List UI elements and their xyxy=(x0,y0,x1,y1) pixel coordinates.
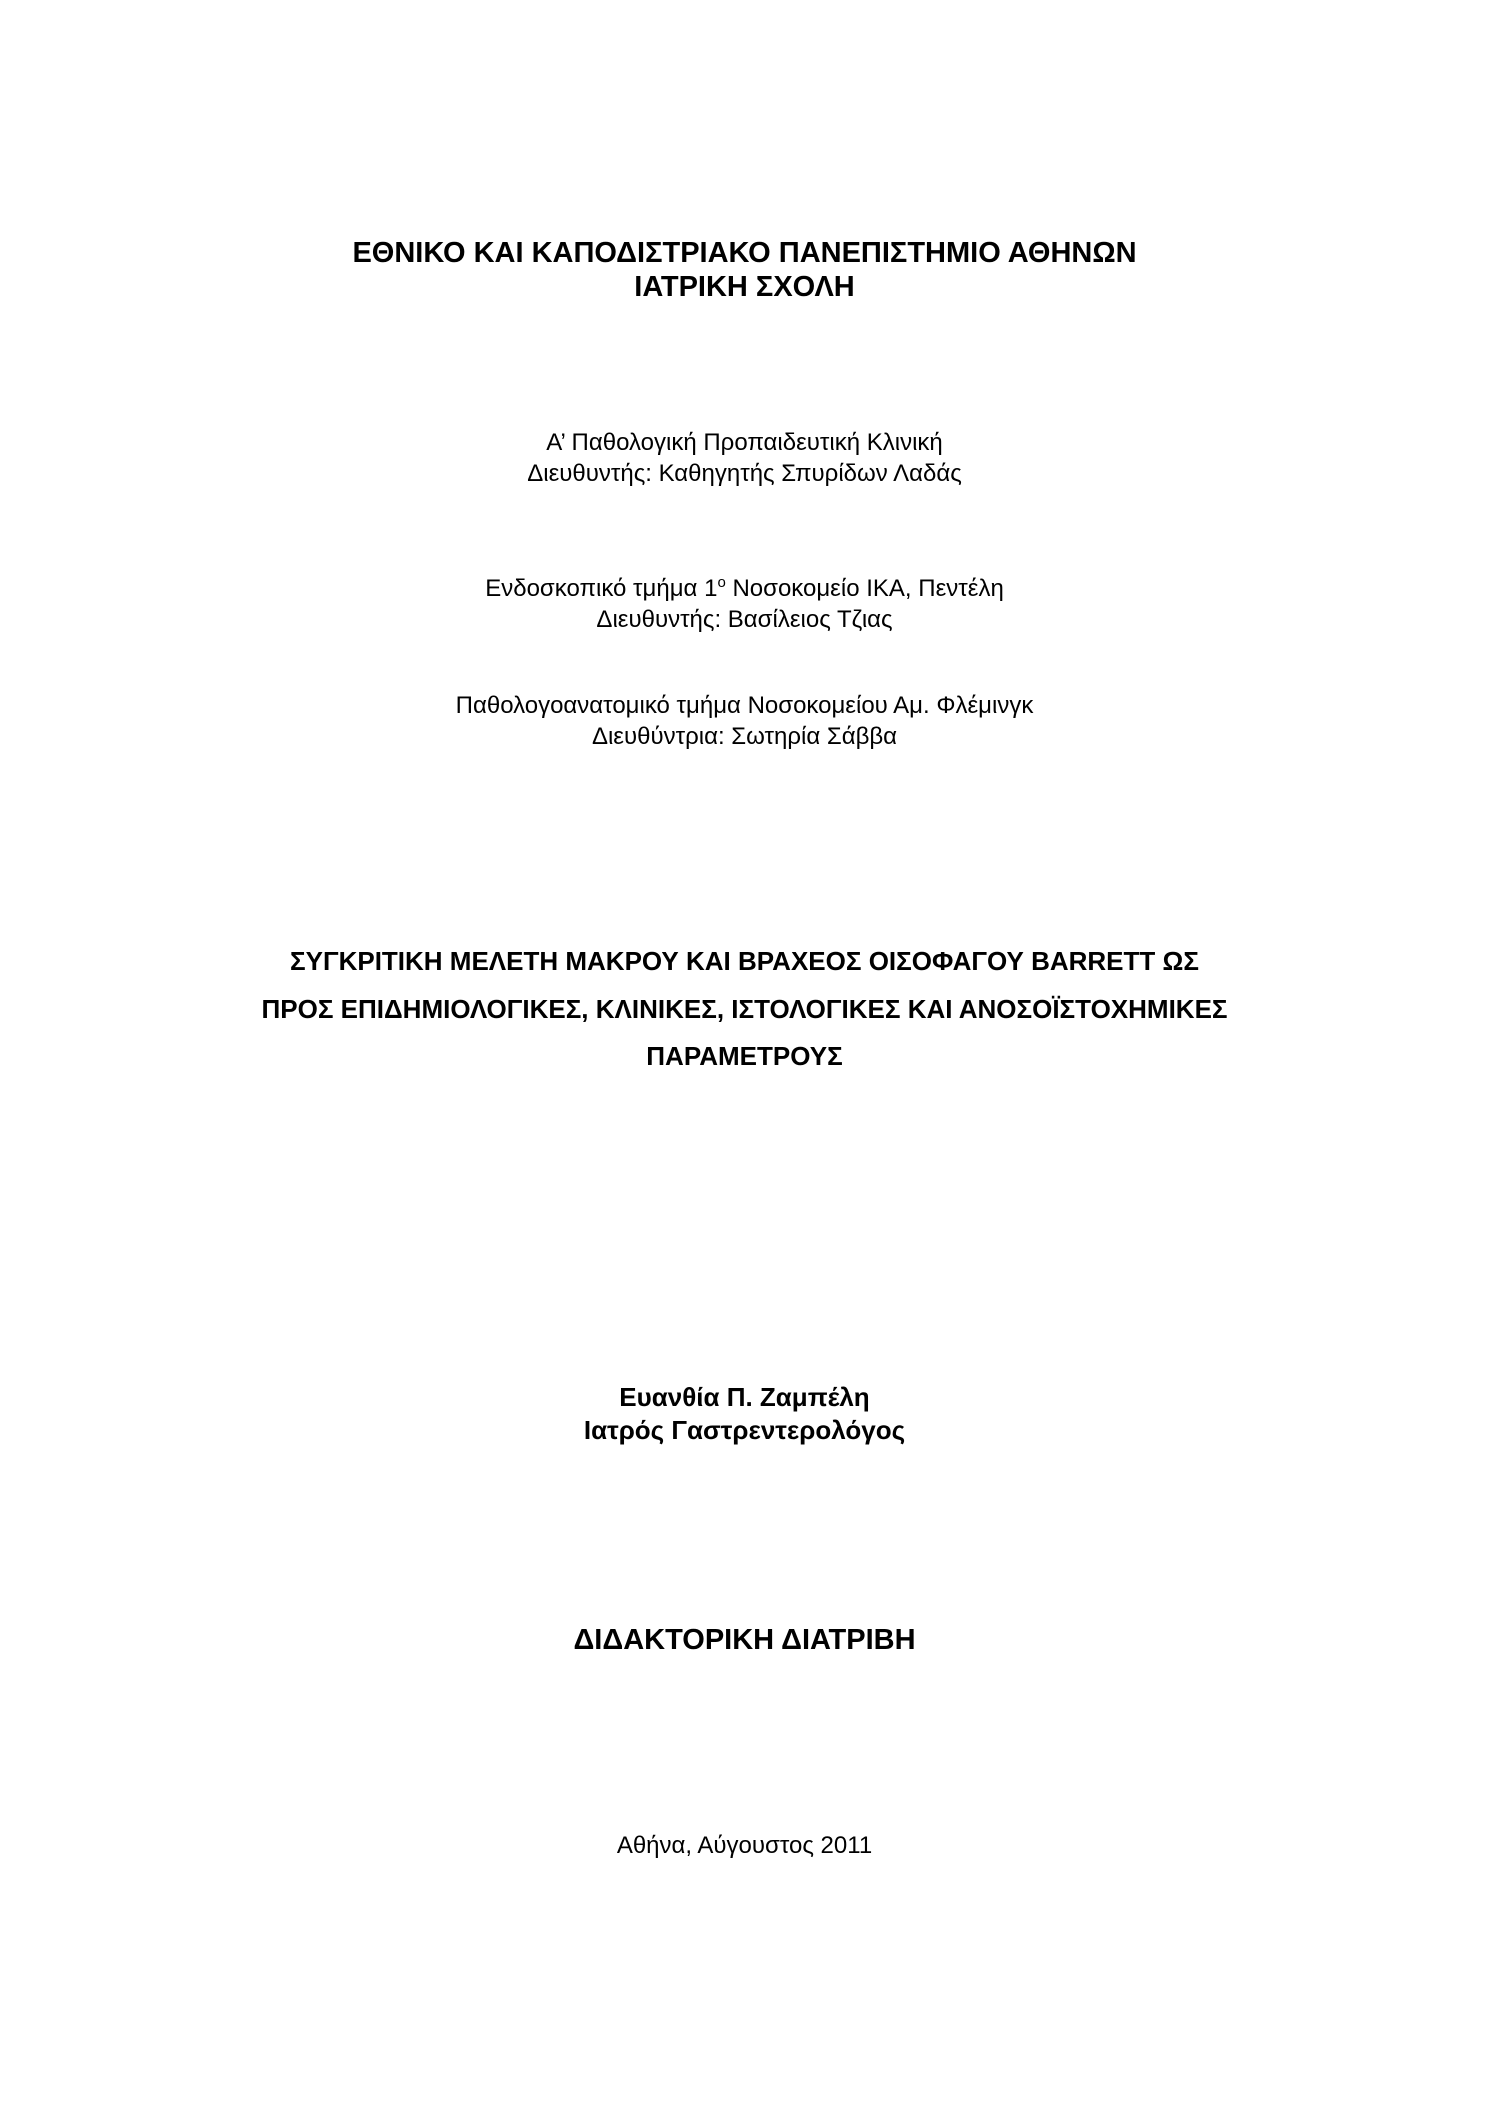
university-name: ΕΘΝΙΚΟ ΚΑΙ ΚΑΠΟΔΙΣΤΡΙΑΚΟ ΠΑΝΕΠΙΣΤΗΜΙΟ ΑΘΗΝΩΝ xyxy=(352,237,1137,269)
place-date xyxy=(0,1831,1489,1861)
endoscopy-name xyxy=(0,573,1489,604)
school-name: ΙΑΤΡΙΚΗ ΣΧΟΛΗ xyxy=(634,271,855,303)
ordinal-superscript: ο xyxy=(717,574,726,591)
thesis-title-line: ΠΡΟΣ ΕΠΙΔΗΜΙΟΛΟΓΙΚΕΣ, ΚΛΙΝΙΚΕΣ, ΙΣΤΟΛΟΓΙΚΕΣ ΚΑΙ ΑΝΟΣΟΪΣΤΟΧΗΜΙΚΕΣ xyxy=(261,993,1228,1024)
document-type xyxy=(0,1623,1489,1657)
clinic-director: Διευθυντής: Καθηγητής Σπυρίδων Λαδάς xyxy=(527,460,962,487)
author-profession: Ιατρός Γαστρεντερολόγος xyxy=(583,1415,906,1445)
endoscopy-name-part1: Ενδοσκοπικό τμήμα 1 xyxy=(485,575,718,602)
endoscopy-director: Διευθυντής: Βασίλειος Τζιας xyxy=(596,606,893,633)
thesis-title xyxy=(0,938,1489,1081)
university-header xyxy=(0,236,1489,304)
thesis-title-line: ΣΥΓΚΡΙΤΙΚΗ ΜΕΛΕΤΗ ΜΑΚΡΟΥ ΚΑΙ ΒΡΑΧΕΟΣ ΟΙΣΟΦΑΓΟΥ BARRETT ΩΣ xyxy=(290,946,1199,976)
endoscopy-name-part2: Νοσοκομείο ΙΚΑ, Πεντέλη xyxy=(725,575,1004,602)
pathology-block xyxy=(0,690,1489,752)
place-date-label: Αθήνα, Αύγουστος 2011 xyxy=(616,1832,873,1859)
pathology-name: Παθολογοανατομικό τμήμα Νοσοκομείου Αμ. Φλέμινγκ xyxy=(455,692,1034,719)
author-block xyxy=(0,1381,1489,1447)
clinic-block xyxy=(0,427,1489,489)
document-type-label: ΔΙΔΑΚΤΟΡΙΚΗ ΔΙΑΤΡΙΒΗ xyxy=(573,1624,916,1656)
thesis-title-line: ΠΑΡΑΜΕΤΡΟΥΣ xyxy=(646,1041,843,1071)
author-name: Ευανθία Π. Ζαμπέλη xyxy=(619,1382,870,1412)
clinic-name: Α’ Παθολογική Προπαιδευτική Κλινική xyxy=(546,429,943,456)
endoscopy-block xyxy=(0,573,1489,635)
pathology-director: Διευθύντρια: Σωτηρία Σάββα xyxy=(591,723,898,750)
